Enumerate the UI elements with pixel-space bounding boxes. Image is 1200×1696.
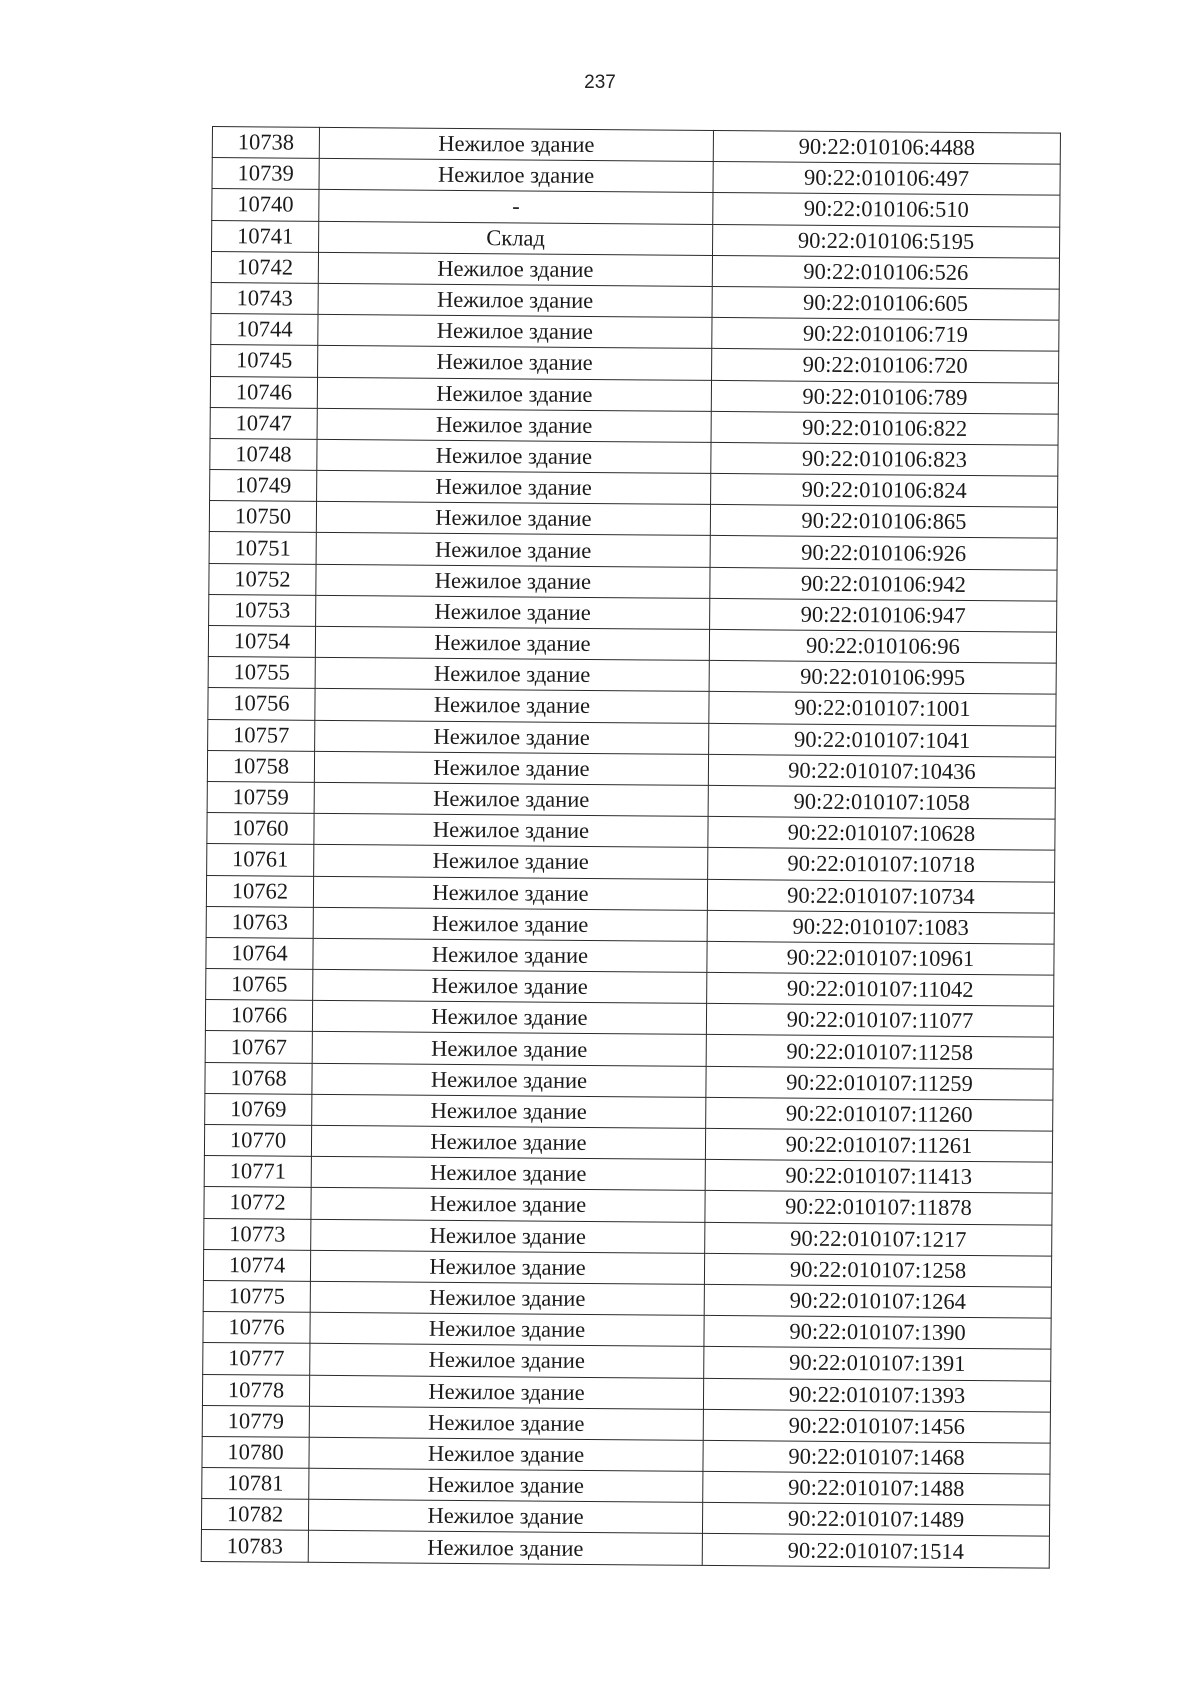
cadastral-number-cell: 90:22:010107:11259: [706, 1066, 1053, 1100]
object-name-cell: Нежилое здание: [318, 252, 712, 286]
object-name-cell: Нежилое здание: [311, 1125, 705, 1159]
object-name-cell: Нежилое здание: [313, 969, 707, 1003]
cadastral-number-cell: 90:22:010107:10961: [707, 941, 1054, 975]
object-name-cell: Нежилое здание: [317, 439, 711, 473]
row-number-cell: 10768: [205, 1062, 312, 1094]
object-name-cell: Нежилое здание: [311, 1188, 705, 1222]
cadastral-number-cell: 90:22:010107:10734: [707, 879, 1054, 913]
object-name-cell: Нежилое здание: [312, 1001, 706, 1035]
cadastral-number-cell: 90:22:010106:526: [712, 255, 1059, 289]
row-number-cell: 10753: [209, 594, 316, 626]
cadastral-number-cell: 90:22:010107:11261: [705, 1128, 1052, 1162]
object-name-cell: Нежилое здание: [314, 813, 708, 847]
object-name-cell: Нежилое здание: [315, 626, 709, 660]
row-number-cell: 10782: [201, 1499, 308, 1531]
row-number-cell: 10743: [211, 282, 318, 314]
table-body: [201, 127, 1060, 1568]
object-name-cell: Нежилое здание: [316, 502, 710, 536]
row-number-cell: 10767: [205, 1031, 312, 1063]
row-number-cell: 10772: [204, 1187, 311, 1219]
object-name-cell: Нежилое здание: [318, 283, 712, 317]
row-number-cell: 10759: [207, 781, 314, 813]
cadastral-number-cell: 90:22:010107:1514: [702, 1534, 1049, 1568]
cadastral-number-cell: 90:22:010107:1393: [703, 1378, 1050, 1412]
cadastral-number-cell: 90:22:010106:4488: [713, 130, 1060, 164]
cadastral-number-cell: 90:22:010107:1258: [704, 1253, 1051, 1287]
row-number-cell: 10774: [203, 1249, 310, 1281]
row-number-cell: 10783: [201, 1530, 308, 1562]
cadastral-number-cell: 90:22:010106:926: [710, 536, 1057, 570]
object-name-cell: Нежилое здание: [319, 127, 713, 161]
cadastral-number-cell: 90:22:010107:11042: [707, 972, 1054, 1006]
page-number: 237: [584, 72, 616, 93]
object-name-cell: Нежилое здание: [315, 720, 709, 754]
row-number-cell: 10776: [203, 1312, 310, 1344]
row-number-cell: 10755: [208, 657, 315, 689]
row-number-cell: 10742: [211, 251, 318, 283]
object-name-cell: Нежилое здание: [310, 1312, 704, 1346]
row-number-cell: 10748: [210, 438, 317, 470]
cadastral-number-cell: 90:22:010107:11413: [705, 1160, 1052, 1194]
row-number-cell: 10764: [206, 937, 313, 969]
cadastral-number-cell: 90:22:010107:1041: [709, 723, 1056, 757]
row-number-cell: 10745: [211, 345, 318, 377]
row-number-cell: 10781: [202, 1468, 309, 1500]
cadastral-number-cell: 90:22:010107:1488: [703, 1471, 1050, 1505]
object-name-cell: Нежилое здание: [313, 876, 707, 910]
row-number-cell: 10775: [203, 1280, 310, 1312]
cadastral-number-cell: 90:22:010107:11878: [705, 1191, 1052, 1225]
object-name-cell: Нежилое здание: [308, 1500, 702, 1534]
object-name-cell: Нежилое здание: [313, 938, 707, 972]
object-name-cell: Нежилое здание: [311, 1157, 705, 1191]
object-name-cell: Нежилое здание: [310, 1344, 704, 1378]
object-name-cell: -: [319, 190, 713, 224]
row-number-cell: 10763: [206, 906, 313, 938]
object-name-cell: Нежилое здание: [313, 907, 707, 941]
cadastral-number-cell: 90:22:010106:942: [710, 567, 1057, 601]
cadastral-number-cell: 90:22:010107:10436: [708, 754, 1055, 788]
row-number-cell: 10750: [209, 501, 316, 533]
cadastral-number-cell: 90:22:010106:947: [710, 598, 1057, 632]
row-number-cell: 10761: [207, 844, 314, 876]
row-number-cell: 10777: [203, 1343, 310, 1375]
cadastral-number-cell: 90:22:010106:789: [711, 380, 1058, 414]
object-name-cell: Нежилое здание: [312, 1094, 706, 1128]
object-name-cell: Нежилое здание: [318, 346, 712, 380]
cadastral-number-cell: 90:22:010107:1468: [703, 1440, 1050, 1474]
cadastral-number-cell: 90:22:010106:865: [710, 505, 1057, 539]
row-number-cell: 10770: [204, 1124, 311, 1156]
cadastral-number-cell: 90:22:010106:96: [709, 629, 1056, 663]
row-number-cell: 10762: [206, 875, 313, 907]
cadastral-number-cell: 90:22:010107:1264: [704, 1284, 1051, 1318]
row-number-cell: 10766: [205, 1000, 312, 1032]
row-number-cell: 10754: [208, 625, 315, 657]
row-number-cell: 10747: [210, 407, 317, 439]
cadastral-number-cell: 90:22:010107:10718: [708, 848, 1055, 882]
row-number-cell: 10757: [208, 719, 315, 751]
object-name-cell: Нежилое здание: [311, 1219, 705, 1253]
object-name-cell: Нежилое здание: [319, 159, 713, 193]
object-name-cell: Нежилое здание: [309, 1375, 703, 1409]
cadastral-number-cell: 90:22:010107:11258: [706, 1035, 1053, 1069]
cadastral-number-cell: 90:22:010106:510: [713, 193, 1060, 227]
object-name-cell: Нежилое здание: [316, 564, 710, 598]
cadastral-number-cell: 90:22:010107:1058: [708, 785, 1055, 819]
cadastral-number-cell: 90:22:010107:1001: [709, 692, 1056, 726]
cadastral-number-cell: 90:22:010106:5195: [713, 224, 1060, 258]
cadastral-number-cell: 90:22:010106:497: [713, 162, 1060, 196]
row-number-cell: 10749: [210, 470, 317, 502]
cadastral-number-cell: 90:22:010107:1391: [704, 1347, 1051, 1381]
cadastral-number-cell: 90:22:010107:1489: [702, 1503, 1049, 1537]
cadastral-number-cell: 90:22:010106:995: [709, 661, 1056, 695]
cadastral-number-cell: 90:22:010106:719: [712, 318, 1059, 352]
row-number-cell: 10756: [208, 688, 315, 720]
row-number-cell: 10741: [212, 220, 319, 252]
row-number-cell: 10746: [210, 376, 317, 408]
row-number-cell: 10752: [209, 563, 316, 595]
cadastral-number-cell: 90:22:010106:605: [712, 286, 1059, 320]
cadastral-number-cell: 90:22:010107:10628: [708, 817, 1055, 851]
row-number-cell: 10738: [212, 127, 319, 159]
table-row: [201, 1530, 1049, 1568]
object-name-cell: Нежилое здание: [316, 595, 710, 629]
object-name-cell: Нежилое здание: [315, 689, 709, 723]
row-number-cell: 10771: [204, 1156, 311, 1188]
object-name-cell: Нежилое здание: [314, 845, 708, 879]
row-number-cell: 10780: [202, 1436, 309, 1468]
object-name-cell: Нежилое здание: [309, 1437, 703, 1471]
cadastral-number-cell: 90:22:010106:720: [712, 349, 1059, 383]
object-name-cell: Нежилое здание: [310, 1250, 704, 1284]
cadastral-number-cell: 90:22:010107:1456: [703, 1409, 1050, 1443]
row-number-cell: 10739: [212, 158, 319, 190]
object-name-cell: Нежилое здание: [317, 377, 711, 411]
row-number-cell: 10769: [205, 1093, 312, 1125]
object-name-cell: Нежилое здание: [312, 1063, 706, 1097]
property-registry-table: [201, 126, 1061, 1568]
object-name-cell: Нежилое здание: [314, 782, 708, 816]
cadastral-number-cell: 90:22:010106:822: [711, 411, 1058, 445]
object-name-cell: Нежилое здание: [318, 314, 712, 348]
object-name-cell: Нежилое здание: [310, 1281, 704, 1315]
row-number-cell: 10778: [202, 1374, 309, 1406]
object-name-cell: Нежилое здание: [309, 1406, 703, 1440]
cadastral-number-cell: 90:22:010107:1217: [705, 1222, 1052, 1256]
object-name-cell: Нежилое здание: [316, 533, 710, 567]
row-number-cell: 10744: [211, 314, 318, 346]
row-number-cell: 10765: [206, 969, 313, 1001]
object-name-cell: Нежилое здание: [308, 1531, 702, 1565]
object-name-cell: Нежилое здание: [315, 658, 709, 692]
cadastral-number-cell: 90:22:010107:11260: [706, 1097, 1053, 1131]
object-name-cell: Склад: [319, 221, 713, 255]
row-number-cell: 10779: [202, 1405, 309, 1437]
object-name-cell: Нежилое здание: [314, 751, 708, 785]
object-name-cell: Нежилое здание: [317, 408, 711, 442]
object-name-cell: Нежилое здание: [312, 1032, 706, 1066]
cadastral-number-cell: 90:22:010106:823: [711, 442, 1058, 476]
row-number-cell: 10740: [212, 189, 319, 221]
cadastral-number-cell: 90:22:010107:11077: [706, 1004, 1053, 1038]
cadastral-number-cell: 90:22:010106:824: [711, 473, 1058, 507]
object-name-cell: Нежилое здание: [317, 470, 711, 504]
row-number-cell: 10758: [207, 750, 314, 782]
cadastral-number-cell: 90:22:010107:1083: [707, 910, 1054, 944]
row-number-cell: 10773: [204, 1218, 311, 1250]
object-name-cell: Нежилое здание: [309, 1468, 703, 1502]
row-number-cell: 10751: [209, 532, 316, 564]
row-number-cell: 10760: [207, 813, 314, 845]
cadastral-number-cell: 90:22:010107:1390: [704, 1316, 1051, 1350]
